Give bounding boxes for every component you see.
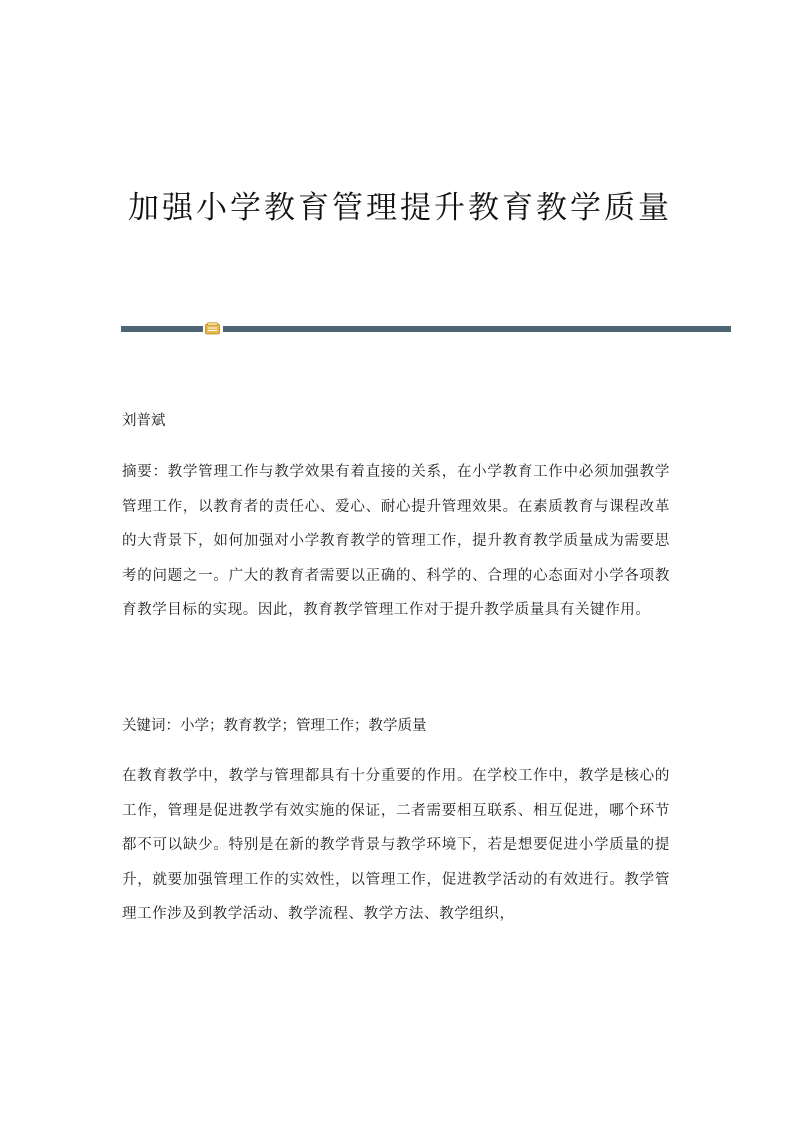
document-title: 加强小学教育管理提升教育教学质量: [128, 190, 672, 226]
title-rule-right: [223, 326, 731, 332]
abstract-paragraph: 摘要：教学管理工作与教学效果有着直接的关系，在小学教育工作中必须加强教学管理工作，以教育者的责任心、爱心、耐心提升管理效果。在素质教育与课程改革的大背景下，如何加强对小学教育教学的管理工作，提升教育教学质量成为需要思考的问题之一。广大的教育者需要以正确的、科学的、合理的心态面对小学各项教育教学目标的实现。因此，教育教学管理工作对于提升教学质量具有关键作用。: [122, 464, 670, 618]
title-rule-left: [121, 326, 203, 332]
author-name: 刘普斌: [122, 413, 166, 429]
intro-paragraph: 在教育教学中，教学与管理都具有十分重要的作用。在学校工作中，教学是核心的工作，管理是促进教学有效实施的保证，二者需要相互联系、相互促进，哪个环节都不可以缺少。特别是在新的教学背景与教学环境下，若是想要促进小学质量的提升，就要加强管理工作的实效性，以管理工作，促进教学活动的有效进行。教学管理工作涉及到教学活动、教学流程、教学方法、教学组织，: [122, 768, 670, 922]
book-emblem-icon: [205, 322, 220, 335]
keywords-line: 关键词：小学；教育教学；管理工作；教学质量: [122, 718, 427, 734]
